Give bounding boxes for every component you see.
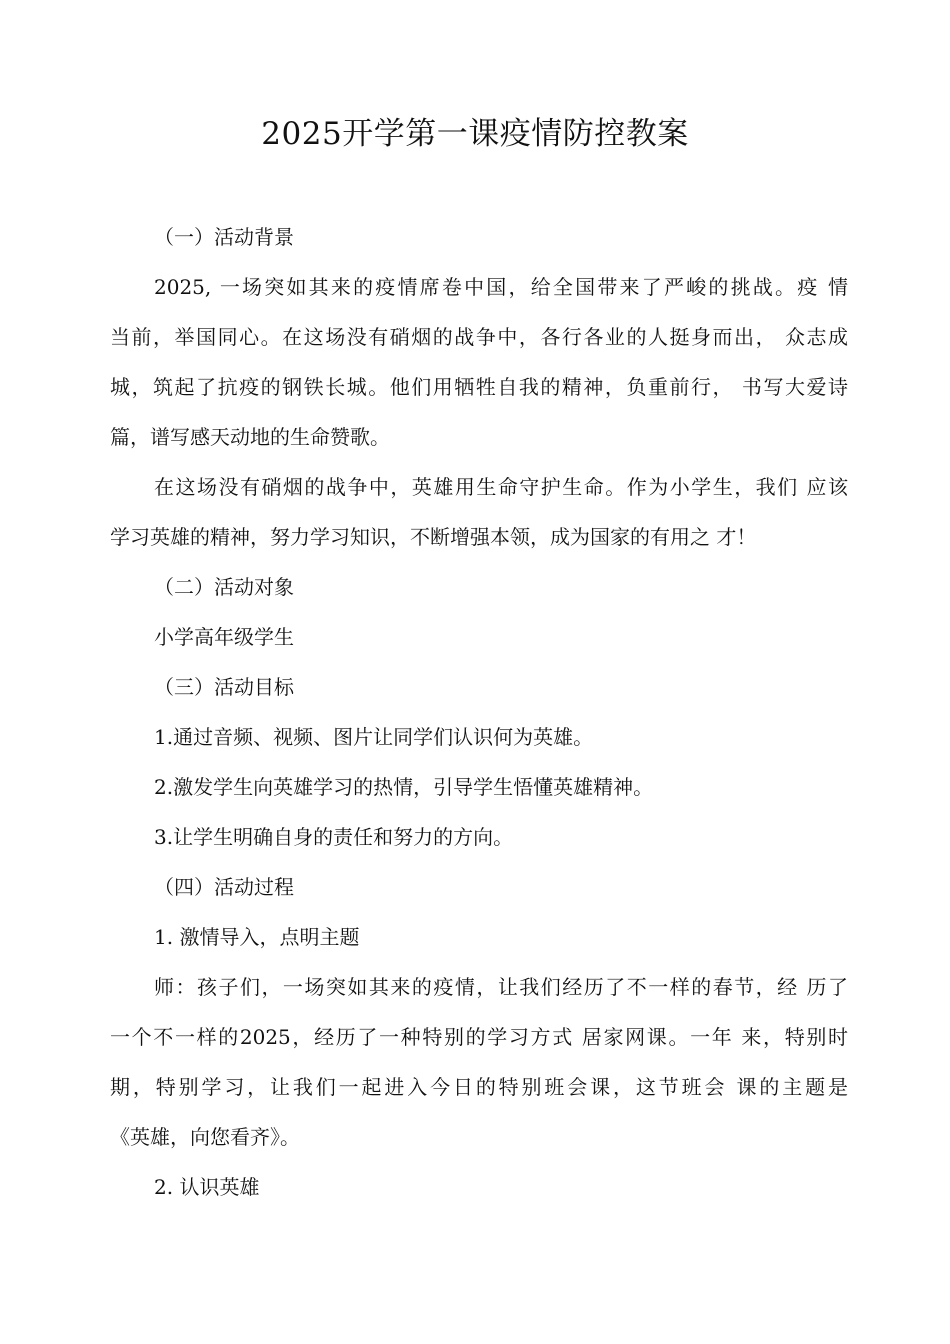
paragraph-line: 《英雄，向您看齐》。: [110, 1125, 300, 1149]
subsection-heading: 2. 认识英雄: [154, 1175, 260, 1199]
paragraph-line: 一个不一样的2025，经历了一种特别的学习方式 居家网课。一年 来，特别时: [110, 1025, 848, 1049]
paragraph-line: 学习英雄的精神，努力学习知识，不断增强本领，成为国家的有用之 才！: [110, 525, 757, 549]
paragraph-line: 2025, 一场突如其来的疫情席卷中国，给全国带来了严峻的挑战。疫 情: [154, 275, 848, 299]
document-title: 2025开学第一课疫情防控教案: [261, 116, 689, 152]
list-item: 1.通过音频、视频、图片让同学们认识何为英雄。: [154, 725, 594, 749]
section-heading-process: （四）活动过程: [154, 875, 294, 899]
paragraph-line: 小学高年级学生: [154, 625, 294, 649]
paragraph-line: 城，筑起了抗疫的钢铁长城。他们用牺牲自我的精神，负重前行， 书写大爱诗: [110, 375, 848, 399]
paragraph-line: 篇，谱写感天动地的生命赞歌。: [110, 425, 390, 449]
paragraph-line: 当前，举国同心。在这场没有硝烟的战争中，各行各业的人挺身而出， 众志成: [110, 325, 848, 349]
paragraph-line: 在这场没有硝烟的战争中，英雄用生命守护生命。作为小学生，我们 应该: [154, 475, 848, 499]
paragraph-line: 师：孩子们，一场突如其来的疫情，让我们经历了不一样的春节，经 历了: [154, 975, 848, 999]
list-item: 2.激发学生向英雄学习的热情，引导学生悟懂英雄精神。: [154, 775, 654, 799]
paragraph-line: 期，特别学习，让我们一起进入今日的特别班会课，这节班会 课的主题是: [110, 1075, 848, 1099]
section-heading-target: （二）活动对象: [154, 575, 294, 599]
document-body: [110, 212, 848, 1212]
section-heading-goals: （三）活动目标: [154, 675, 294, 699]
list-item: 3.让学生明确自身的责任和努力的方向。: [154, 825, 514, 849]
subsection-heading: 1. 激情导入，点明主题: [154, 925, 360, 949]
section-heading-background: （一）活动背景: [154, 225, 294, 249]
